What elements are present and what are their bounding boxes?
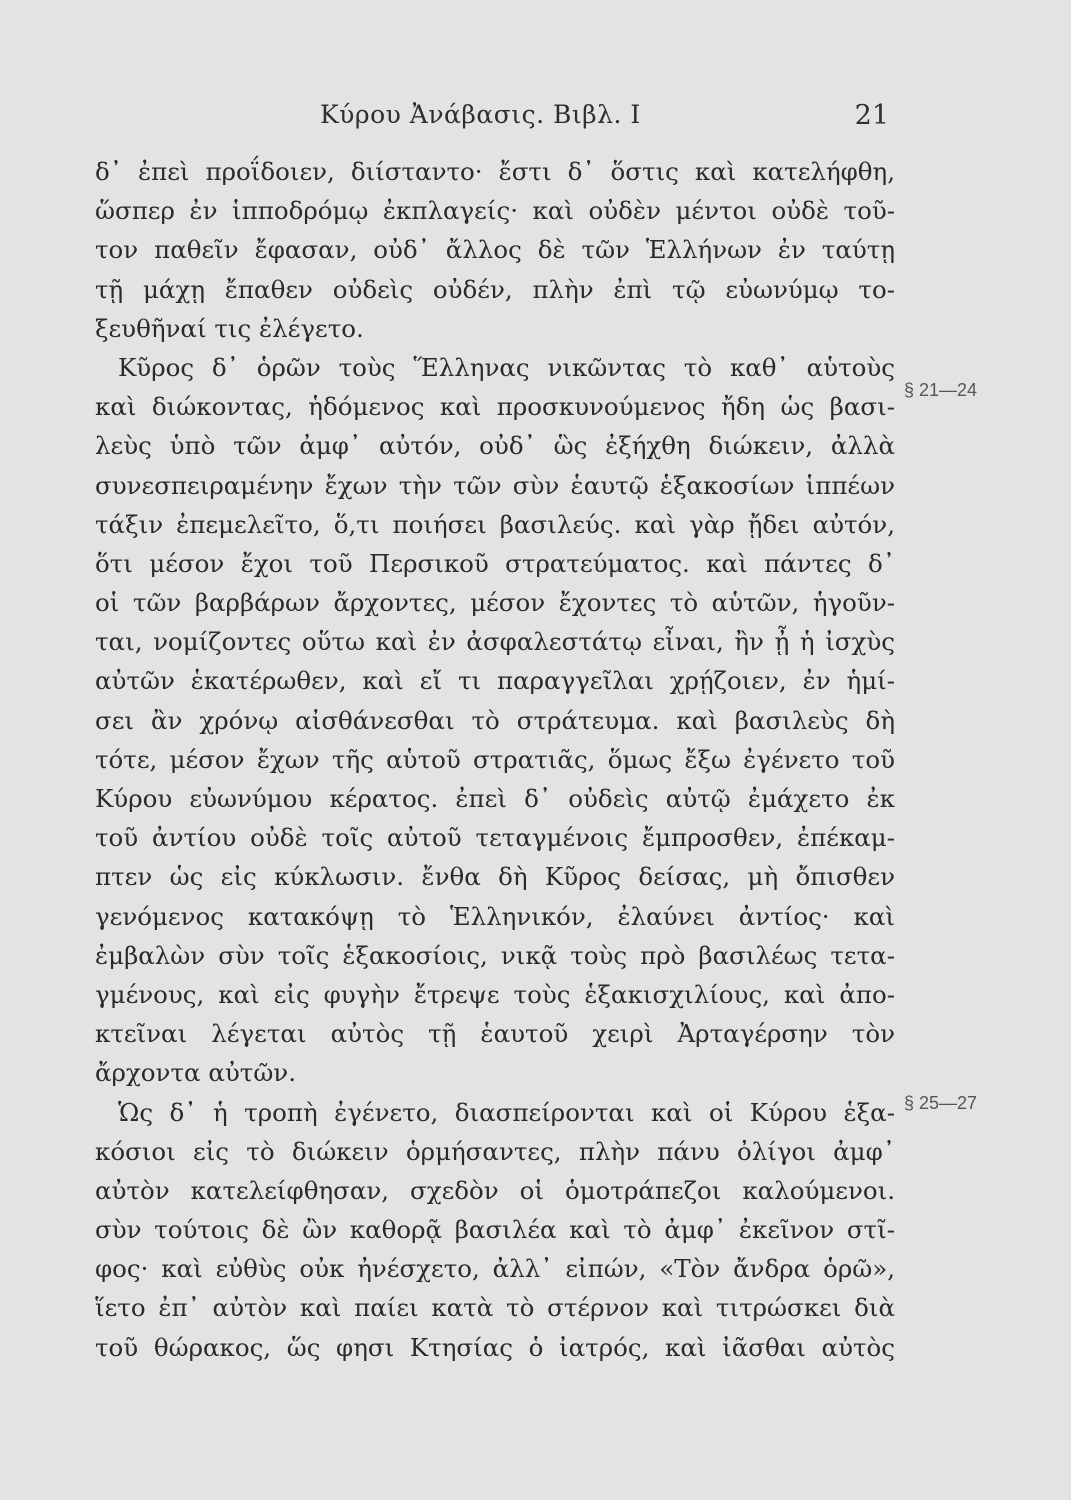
text-line: πτεν ὡς εἰς κύκλωσιν. ἔνθα δὴ Κῦρος δείσας, μὴ ὄπισθεν: [95, 862, 895, 892]
margin-section-note: § 21—24: [904, 380, 978, 400]
text-line: συνεσπειραμένην ἔχων τὴν τῶν σὺν ἑαυτῷ ἑξακοσίων ἱππέων: [95, 470, 895, 500]
text-line: ἐμβαλὼν σὺν τοῖς ἑξακοσίοις, νικᾷ τοὺς πρὸ βασιλέως τετα-: [95, 940, 895, 970]
text-line: οἱ τῶν βαρβάρων ἄρχοντες, μέσον ἔχοντες τὸ αὑτῶν, ἡγοῦν-: [95, 588, 895, 618]
paragraph-start-line: Ὡς δ᾽ ἡ τροπὴ ἐγένετο, διασπείρονται καὶ οἱ Κύρου ἑξα-: [118, 1097, 895, 1127]
text-line: ὥσπερ ἐν ἱπποδρόμῳ ἐκπλαγείς· καὶ οὐδὲν μέντοι οὐδὲ τοῦ-: [95, 196, 895, 226]
paragraph-start-line: Κῦρος δ᾽ ὁρῶν τοὺς Ἕλληνας νικῶντας τὸ καθ᾽ αὑτοὺς: [118, 352, 895, 382]
text-line: λεὺς ὑπὸ τῶν ἀμφ᾽ αὐτόν, οὐδ᾽ ὣς ἐξήχθη διώκειν, ἀλλὰ: [95, 431, 895, 461]
text-line: ὅτι μέσον ἔχοι τοῦ Περσικοῦ στρατεύματος. καὶ πάντες δ᾽: [95, 548, 895, 578]
text-line: αὐτῶν ἑκατέρωθεν, καὶ εἴ τι παραγγεῖλαι χρῄζοιεν, ἐν ἡμί-: [95, 666, 895, 696]
text-line: ἄρχοντα αὐτῶν.: [95, 1058, 296, 1088]
running-head: Κύρου Ἀνάβασις. Βιβλ. I: [320, 100, 641, 129]
text-line: τον παθεῖν ἔφασαν, οὐδ᾽ ἄλλος δὲ τῶν Ἑλλήνων ἐν ταύτῃ: [95, 235, 895, 265]
text-line: καὶ διώκοντας, ἡδόμενος καὶ προσκυνούμενος ἤδη ὡς βασι-: [95, 392, 895, 422]
margin-section-note: § 25—27: [904, 1093, 978, 1113]
text-line: σει ἂν χρόνῳ αἰσθάνεσθαι τὸ στράτευμα. καὶ βασιλεὺς δὴ: [95, 705, 895, 735]
text-line: τάξιν ἐπεμελεῖτο, ὅ,τι ποιήσει βασιλεύς. καὶ γὰρ ᾔδει αὐτόν,: [95, 509, 895, 539]
page-number: 21: [854, 100, 889, 131]
text-line: τότε, μέσον ἔχων τῆς αὑτοῦ στρατιᾶς, ὅμως ἔξω ἐγένετο τοῦ: [95, 744, 895, 774]
text-line: αὐτὸν κατελείφθησαν, σχεδὸν οἱ ὁμοτράπεζοι καλούμενοι.: [95, 1175, 895, 1205]
text-line: ται, νομίζοντες οὕτω καὶ ἐν ἀσφαλεστάτῳ εἶναι, ἢν ᾖ ἡ ἰσχὺς: [95, 627, 895, 657]
text-line: ἵετο ἐπ᾽ αὐτὸν καὶ παίει κατὰ τὸ στέρνον καὶ τιτρώσκει διὰ: [95, 1293, 895, 1323]
text-line: τοῦ ἀντίου οὐδὲ τοῖς αὐτοῦ τεταγμένοις ἔμπροσθεν, ἐπέκαμ-: [95, 823, 895, 853]
body-text: [95, 152, 895, 1367]
text-line: Κύρου εὐωνύμου κέρατος. ἐπεὶ δ᾽ οὐδεὶς αὐτῷ ἐμάχετο ἐκ: [95, 784, 895, 813]
text-line: κτεῖναι λέγεται αὐτὸς τῇ ἑαυτοῦ χειρὶ Ἀρταγέρσην τὸν: [95, 1019, 895, 1049]
text-line: ξευθῆναί τις ἐλέγετο.: [95, 313, 364, 343]
text-line: γενόμενος κατακόψῃ τὸ Ἑλληνικόν, ἐλαύνει ἀντίος· καὶ: [95, 901, 895, 931]
text-line: τῇ μάχῃ ἔπαθεν οὐδεὶς οὐδέν, πλὴν ἐπὶ τῷ εὐωνύμῳ το-: [95, 274, 895, 304]
text-line: κόσιοι εἰς τὸ διώκειν ὁρμήσαντες, πλὴν πάνυ ὀλίγοι ἀμφ᾽: [95, 1136, 895, 1166]
text-line: σὺν τούτοις δὲ ὢν καθορᾷ βασιλέα καὶ τὸ ἀμφ᾽ ἐκεῖνον στῖ-: [95, 1215, 895, 1245]
text-line: δ᾽ ἐπεὶ προΐδοιεν, διίσταντο· ἔστι δ᾽ ὅστις καὶ κατελήφθη,: [95, 157, 895, 186]
text-line: γμένους, καὶ εἰς φυγὴν ἔτρεψε τοὺς ἑξακισχιλίους, καὶ ἀπο-: [95, 979, 895, 1009]
text-line: φος· καὶ εὐθὺς οὐκ ἠνέσχετο, ἀλλ᾽ εἰπών, «Τὸν ἄνδρα ὁρῶ»,: [95, 1254, 895, 1284]
text-line: τοῦ θώρακος, ὥς φησι Κτησίας ὁ ἰατρός, καὶ ἰᾶσθαι αὐτὸς: [95, 1332, 895, 1362]
